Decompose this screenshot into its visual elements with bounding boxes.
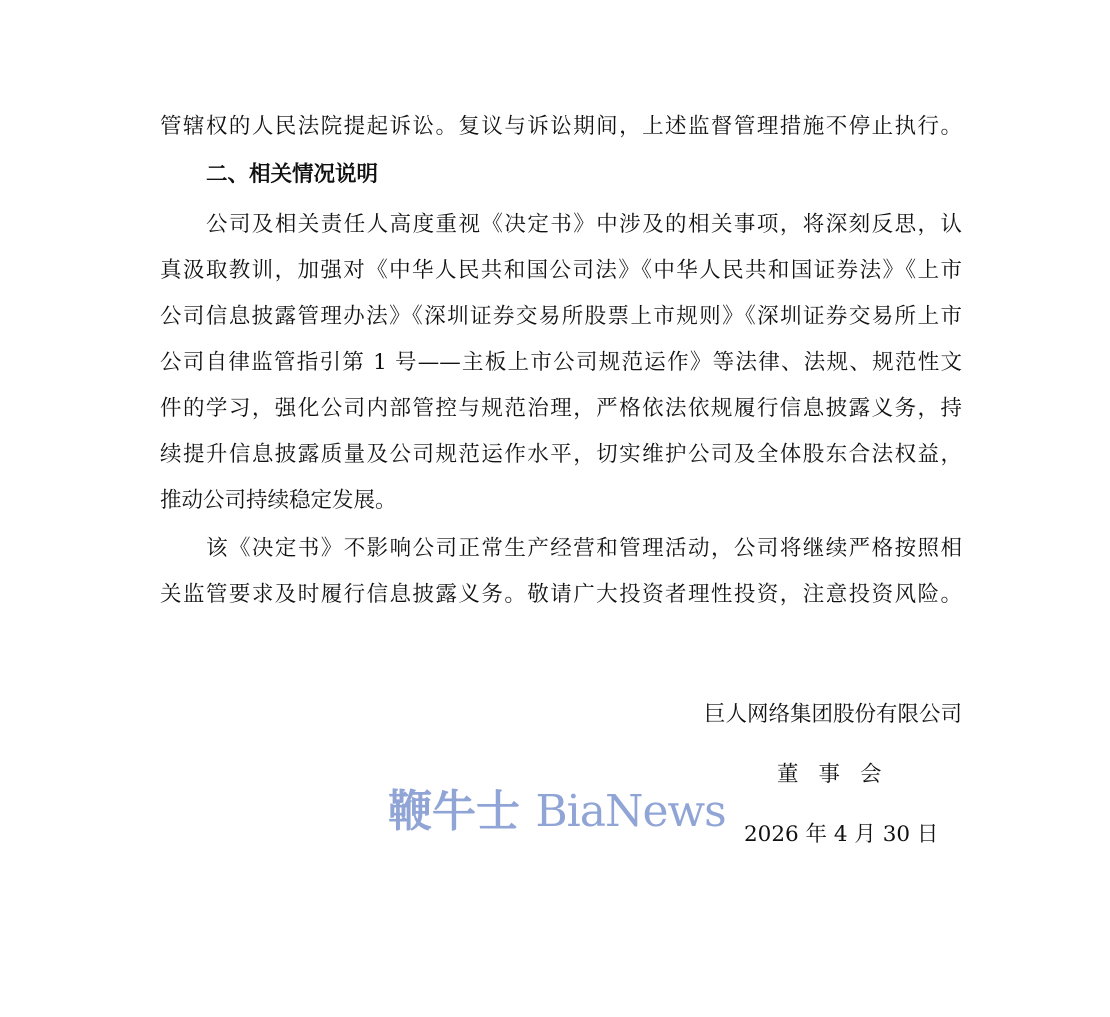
paragraph-line: 公司信息披露管理办法》《深圳证券交易所股票上市规则》《深圳证券交易所上市 (160, 304, 962, 329)
paragraph-line: 件的学习，强化公司内部管控与规范治理，严格依法依规履行信息披露义务，持 (160, 396, 962, 421)
signature-company: 巨人网络集团股份有限公司 (703, 702, 962, 727)
bianews-watermark (388, 784, 726, 840)
paragraph-line: 该《决定书》不影响公司正常生产经营和管理活动，公司将继续严格按照相 (206, 536, 962, 561)
paragraph-line: 关监管要求及时履行信息披露义务。敬请广大投资者理性投资，注意投资风险。 (160, 582, 962, 607)
paragraph-line: 公司自律监管指引第 1 号——主板上市公司规范运作》等法律、法规、规范性文 (160, 350, 962, 375)
paragraph-line: 公司及相关责任人高度重视《决定书》中涉及的相关事项，将深刻反思，认 (206, 212, 962, 237)
carryover-line: 管辖权的人民法院提起诉讼。复议与诉讼期间，上述监督管理措施不停止执行。 (160, 114, 962, 139)
watermark-en: BiaNews (535, 786, 726, 837)
paragraph-line: 真汲取教训，加强对《中华人民共和国公司法》《中华人民共和国证券法》《上市 (160, 258, 962, 283)
paragraph-line: 续提升信息披露质量及公司规范运作水平，切实维护公司及全体股东合法权益， (160, 442, 962, 467)
watermark-cn: 鞭牛士 (388, 786, 520, 837)
signature-date: 2026 年 4 月 30 日 (744, 822, 939, 847)
paragraph-line: 推动公司持续稳定发展。 (160, 488, 397, 513)
section-heading: 二、相关情况说明 (206, 162, 379, 187)
signature-board: 董事会 (777, 762, 902, 787)
